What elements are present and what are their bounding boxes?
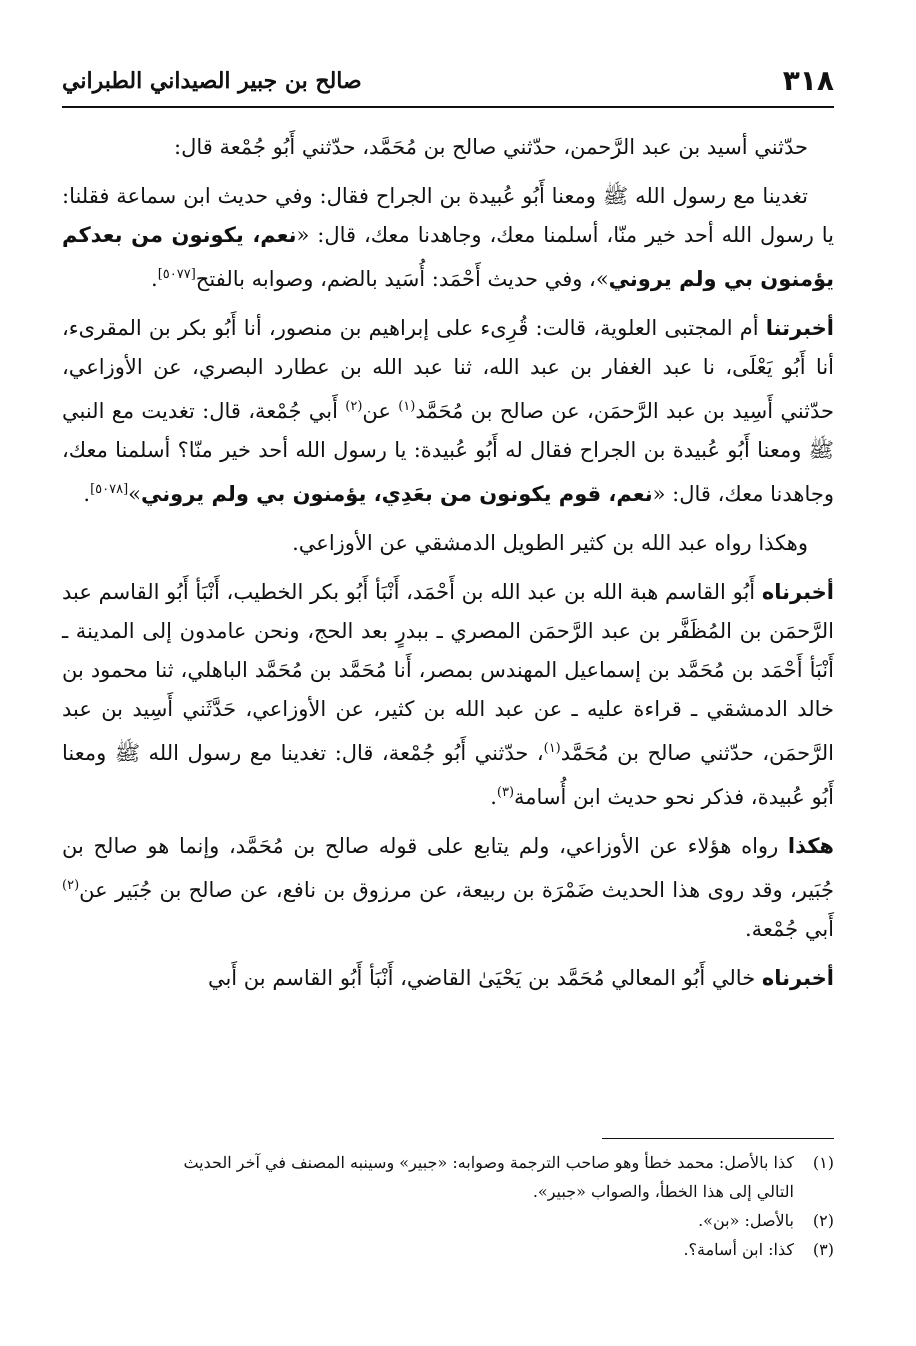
isnad-lead-word: هكذا bbox=[787, 834, 834, 858]
hadith-highlight: نعم، قوم يكونون من بعَدِي، يؤمنون بي ولم يروني bbox=[141, 482, 653, 506]
hadith-number: [٥٠٧٨] bbox=[90, 482, 129, 497]
paragraph-3-end: . bbox=[83, 482, 91, 506]
paragraph-5-text-1: أَبُو القاسم هبة الله بن عبد الله بن أَحْمَد، أَنْبَأ أَبُو بكر الخطيب، أَنْبَأ أَبُو القاسم عبد الرَّحمَن بن المُظَفَّر بن عبد الرَّحمَن المصري ـ ببدرٍ بعد الحج، ونحن عامدون إلى المدينة ـ أَنْبَأ أَحْمَد بن مُحَمَّد بن إسماعيل المهندس بمصر، أَنا مُحَمَّد بن مُحَمَّد الباهلي، ثنا محمود بن خالد الدمشقي ـ قراءة عليه ـ عن عبد الله بن كثير، عن الأوزاعي، حَدَّثَني أَسِيد بن عبد الرَّحمَن، حدّثني صالح بن مُحَمَّد bbox=[62, 580, 834, 765]
isnad-lead-word: أخبرتنا bbox=[765, 316, 834, 340]
paragraph-5-text-2: ، حدّثني أَبُو جُمْعة، قال: تغدينا مع رسول الله ﷺ ومعنا أَبُو عُبيدة، فذكر نحو حديث ابن أُسامة bbox=[62, 741, 834, 809]
paragraph-4-text: وهكذا رواه عبد الله بن كثير الطويل الدمشقي عن الأوزاعي. bbox=[292, 531, 808, 555]
footnote-2-text: بالأصل: «بن». bbox=[698, 1211, 794, 1230]
paragraph-2-text: تغدينا مع رسول الله ﷺ ومعنا أَبُو عُبيدة بن الجراح فقال: وفي حديث ابن سماعة فقلنا: يا رسول الله أحد خير منّا، أسلمنا معك، وجاهدنا معك، قال: « bbox=[62, 184, 834, 247]
paragraph-1 bbox=[62, 128, 834, 167]
hadith-highlight: نعم، يكونون من بعدكم يؤمنون بي ولم يروني bbox=[62, 223, 834, 291]
paragraph-6 bbox=[62, 827, 834, 949]
footnote-1-number: (١) bbox=[812, 1153, 834, 1172]
paragraph-3 bbox=[62, 309, 834, 514]
paragraph-2 bbox=[62, 177, 834, 299]
paragraph-4 bbox=[62, 524, 834, 563]
paragraph-3-tail: » bbox=[128, 482, 142, 506]
header-rule bbox=[62, 106, 834, 108]
footnote-marker-2[interactable]: (٢) bbox=[62, 878, 80, 893]
footnote-1-text: كذا بالأصل: محمد خطأ وهو صاحب الترجمة وصوابه: «جبير» وسينبه المصنف في آخر الحديث bbox=[183, 1153, 794, 1172]
paragraph-7-text: خالي أَبُو المعالي مُحَمَّد بن يَحْيَىٰ القاضي، أَنْبَأ أَبُو القاسم بن أَبي bbox=[207, 966, 762, 990]
footnote-1-continuation bbox=[62, 1177, 834, 1206]
main-text bbox=[62, 128, 834, 1008]
paragraph-6-text-2: أَبي جُمْعة. bbox=[744, 917, 834, 941]
footnote-marker-3[interactable]: (٣) bbox=[496, 785, 515, 800]
footnote-separator bbox=[602, 1138, 834, 1139]
paragraph-7 bbox=[62, 959, 834, 998]
page-number: ٣١٨ bbox=[782, 64, 834, 97]
footnotes bbox=[62, 1148, 834, 1264]
isnad-lead-word: أخبرناه bbox=[761, 580, 834, 604]
footnote-3-text: كذا: ابن أسامة؟. bbox=[683, 1240, 794, 1259]
paragraph-3-text-3: أَبي جُمْعة، قال: تغديت مع النبي ﷺ ومعنا أَبُو عُبيدة بن الجراح فقال له أَبُو عُبيدة: يا رسول الله أحد خير منّا؟ أسلمنا معك، وجاهدنا معك، قال: « bbox=[62, 399, 834, 506]
footnote-2-number: (٢) bbox=[812, 1211, 834, 1230]
footnote-marker-1[interactable]: (١) bbox=[398, 399, 416, 414]
paragraph-2-end: . bbox=[151, 267, 158, 291]
paragraph-3-text-1: أم المجتبى العلوية، قالت: قُرِىء على إبراهيم بن منصور، أنا أَبُو بكر بن المقرىء، أنا أَبُو يَعْلَى، نا عبد الغفار بن عبد الله، ثنا عبد الله بن عطارد البصري، عن الأوزاعي، حدّثني أَسِيد بن عبد الرَّحمَن، عن صالح بن مُحَمَّد bbox=[62, 316, 835, 423]
footnote-1-text-2: التالي إلى هذا الخطأ، والصواب «جبير». bbox=[532, 1182, 794, 1201]
page-header bbox=[62, 64, 834, 104]
footnote-3 bbox=[62, 1235, 834, 1264]
hadith-number: [٥٠٧٧] bbox=[157, 267, 196, 282]
paragraph-5 bbox=[62, 573, 834, 817]
footnote-marker-2[interactable]: (٢) bbox=[345, 399, 363, 414]
footnote-1 bbox=[62, 1148, 834, 1177]
isnad-lead-word: أخبرناه bbox=[761, 966, 834, 990]
footnote-2 bbox=[62, 1206, 834, 1235]
footnote-marker-1[interactable]: (١) bbox=[543, 741, 561, 756]
paragraph-1-text: حدّثني أسيد بن عبد الرَّحمن، حدّثني صالح بن مُحَمَّد، حدّثني أَبُو جُمْعة قال: bbox=[174, 135, 808, 159]
footnote-3-number: (٣) bbox=[812, 1240, 834, 1259]
paragraph-3-text-2: عن bbox=[362, 399, 399, 423]
paragraph-2-tail: »، وفي حديث أَحْمَد: أُسَيد بالضم، وصوابه بالفتح bbox=[195, 267, 609, 291]
running-title: صالح بن جبير الصيداني الطبراني bbox=[62, 68, 362, 94]
paragraph-6-text-1: رواه هؤلاء عن الأوزاعي، ولم يتابع على قوله صالح بن مُحَمَّد، وإنما هو صالح بن جُبَير، وقد روى هذا الحديث ضَمْرَة بن ربيعة، عن مرزوق بن نافع، عن صالح بن جُبَير عن bbox=[62, 834, 834, 902]
paragraph-5-end: . bbox=[490, 785, 497, 809]
